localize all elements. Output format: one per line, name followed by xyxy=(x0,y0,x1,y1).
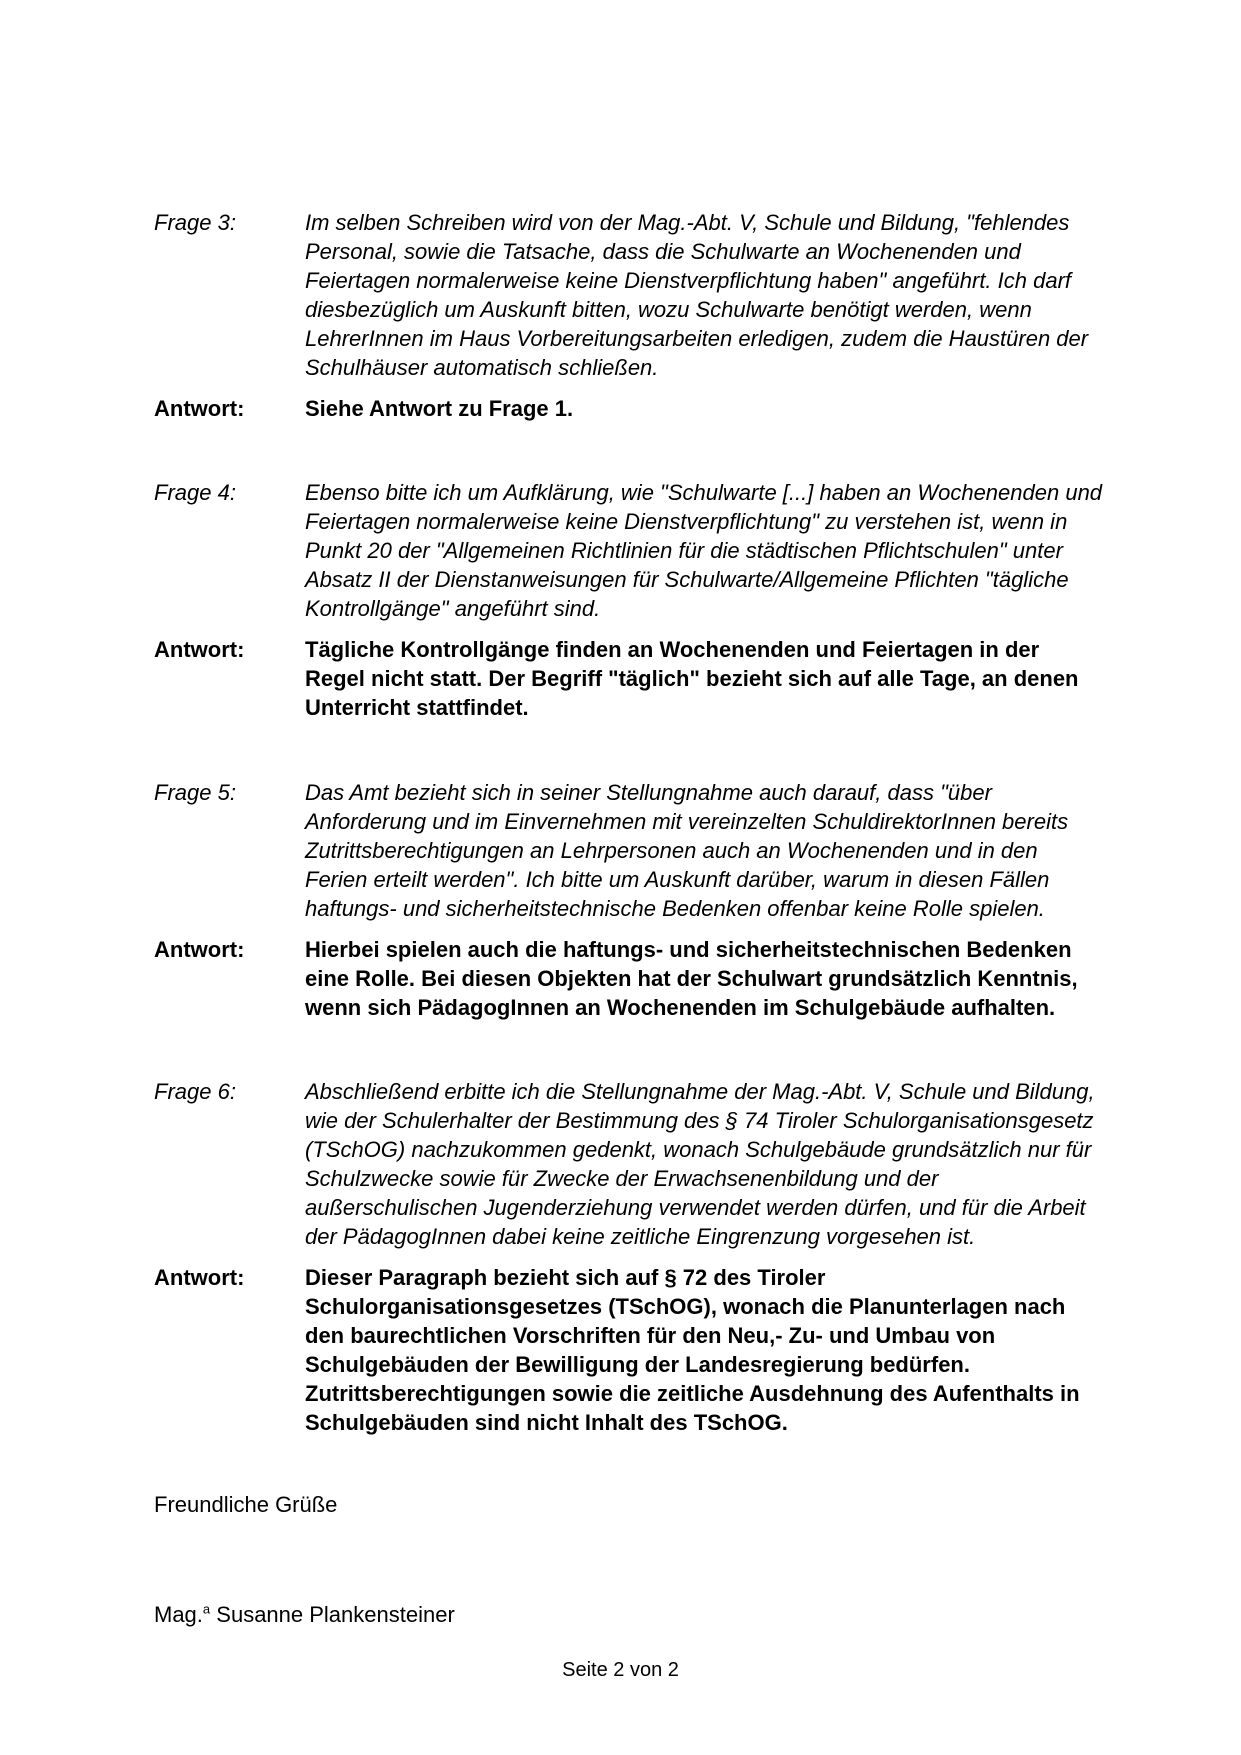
antwort-row xyxy=(154,935,1144,1022)
frage-label: Frage 4: xyxy=(154,480,236,505)
qa-block-frage-3 xyxy=(154,208,1144,423)
page-number: Seite 2 von 2 xyxy=(562,1659,679,1681)
frage-text: Im selben Schreiben wird von der Mag.-Abt. V, Schule und Bildung, "fehlendes Personal, sowie die Tatsache, dass die Schulwarte an Wochenenden und Feiertagen normalerweise keine Dienstverpflichtung haben" angeführt. Ich darf diesbezüglich um Auskunft bitten, wozu Schulwarte benötigt werden, wenn LehrerInnen im Haus Vorbereitungsarbeiten erledigen, zudem die Haustüren der Schulhäuser automatisch schließen. xyxy=(305,210,1089,380)
antwort-label: Antwort: xyxy=(154,937,245,962)
frage-row xyxy=(154,778,1144,923)
frage-row xyxy=(154,208,1144,382)
antwort-row xyxy=(154,394,1144,423)
antwort-label: Antwort: xyxy=(154,637,245,662)
frage-text: Das Amt bezieht sich in seiner Stellungnahme auch darauf, dass "über Anforderung und im Einvernehmen mit vereinzelten SchuldirektorInnen bereits Zutrittsberechtigungen an Lehrpersonen auch an Wochenenden und in den Ferien erteilt werden". Ich bitte um Auskunft darüber, warum in diesen Fällen haftungs- und sicherheitstechnische Bedenken offenbar keine Rolle spielen. xyxy=(305,780,1069,921)
antwort-text: Tägliche Kontrollgänge finden an Wochenenden und Feiertagen in der Regel nicht statt. Der Begriff "täglich" bezieht sich auf alle Tage, an denen Unterricht stattfindet. xyxy=(305,637,1079,720)
qa-block-frage-5 xyxy=(154,778,1144,1022)
frage-label: Frage 3: xyxy=(154,210,236,235)
frage-text: Abschließend erbitte ich die Stellungnahme der Mag.-Abt. V, Schule und Bildung, wie der Schulerhalter der Bestimmung des § 74 Tiroler Schulorganisationsgesetz (TSchOG) nachzukommen gedenkt, wonach Schulgebäude grundsätzlich nur für Schulzwecke sowie für Zwecke der Erwachsenenbildung und der außerschulischen Jugenderziehung verwendet werden dürfen, und für die Arbeit der PädagogInnen dabei keine zeitliche Eingrenzung vorgesehen ist. xyxy=(305,1079,1095,1249)
antwort-label: Antwort: xyxy=(154,1265,245,1290)
antwort-row xyxy=(154,1263,1144,1437)
signature-name-line xyxy=(154,1600,455,1629)
frage-row xyxy=(154,478,1144,623)
closing-greeting: Freundliche Grüße xyxy=(154,1492,338,1517)
antwort-label: Antwort: xyxy=(154,396,245,421)
frage-label: Frage 6: xyxy=(154,1079,236,1104)
frage-text: Ebenso bitte ich um Aufklärung, wie "Schulwarte [...] haben an Wochenenden und Feiertagen normalerweise keine Dienstverpflichtung" zu verstehen ist, wenn in Punkt 20 der "Allgemeinen Richtlinien für die städtischen Pflichtschulen" unter Absatz II der Dienstanweisungen für Schulwarte/Allgemeine Pflichten "tägliche Kontrollgänge" angeführt sind. xyxy=(305,480,1103,621)
qa-block-frage-4 xyxy=(154,478,1144,722)
antwort-text: Dieser Paragraph bezieht sich auf § 72 des Tiroler Schulorganisationsgesetzes (TSchOG), wonach die Planunterlagen nach den baurechtlichen Vorschriften für den Neu,- Zu- und Umbau von Schulgebäuden der Bewilligung der Landesregierung bedürfen. Zutrittsberechtigungen sowie die zeitliche Ausdehnung des Aufenthalts in Schulgebäuden sind nicht Inhalt des TSchOG. xyxy=(305,1265,1080,1435)
frage-label: Frage 5: xyxy=(154,780,236,805)
antwort-text: Hierbei spielen auch die haftungs- und sicherheitstechnischen Bedenken eine Rolle. Bei diesen Objekten hat der Schulwart grundsätzlich Kenntnis, wenn sich PädagogInnen an Wochenenden im Schulgebäude aufhalten. xyxy=(305,937,1078,1020)
title-superscript: a xyxy=(202,1601,211,1617)
antwort-text: Siehe Antwort zu Frage 1. xyxy=(305,396,574,421)
frage-row xyxy=(154,1077,1144,1251)
antwort-row xyxy=(154,635,1144,722)
title-prefix: Mag. xyxy=(154,1602,203,1627)
signatory-name: Susanne Plankensteiner xyxy=(216,1602,455,1627)
qa-block-frage-6 xyxy=(154,1077,1144,1437)
